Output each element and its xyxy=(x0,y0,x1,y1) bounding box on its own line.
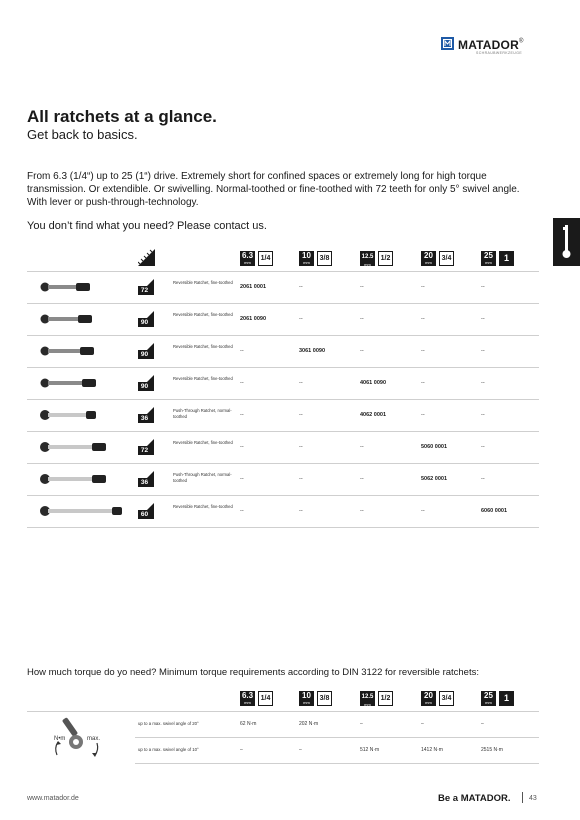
torque-value: – xyxy=(421,721,424,727)
torque-value: 202 N·m xyxy=(299,721,319,727)
article-number: -- xyxy=(421,508,425,514)
article-number: -- xyxy=(360,284,364,290)
article-number: -- xyxy=(481,444,485,450)
article-number: 2061 0001 xyxy=(240,284,266,290)
article-number: -- xyxy=(240,348,244,354)
teeth-count-badge: 90 xyxy=(138,375,154,391)
ratchet-description: Reversible Ratchet, fine-toothed xyxy=(173,504,233,509)
article-number: -- xyxy=(421,380,425,386)
drive-size-mm: 10 mm xyxy=(299,251,314,266)
ratchet-tool-icon xyxy=(39,408,129,422)
drive-size-inch: 1 xyxy=(499,251,514,266)
drive-size-inch: 3/8 xyxy=(317,691,332,706)
ratchet-description: Push-Through Ratchet, normal-toothed xyxy=(173,408,232,419)
ratchet-tool-icon xyxy=(39,344,129,358)
drive-size-mm: 20 mm xyxy=(421,691,436,706)
ratchet-description: Push-Through Ratchet, normal-toothed xyxy=(173,472,232,483)
article-number: -- xyxy=(240,476,244,482)
teeth-count-badge: 60 xyxy=(138,503,154,519)
intro-paragraph: From 6.3 (1/4“) up to 25 (1“) drive. Extremely short for confined spaces or extremely long for high torque transmission. Or extendible. Or swivelling. Normal-toothed or fine-toothed with 72 teeth for only 5° swivel angle. With lever or push-through-technology. xyxy=(27,171,520,208)
article-number: -- xyxy=(481,316,485,322)
article-number: -- xyxy=(240,508,244,514)
drive-size-mm: 25 mm xyxy=(481,691,496,706)
article-number: -- xyxy=(481,412,485,418)
article-number: -- xyxy=(240,412,244,418)
article-number: 5060 0001 xyxy=(421,444,447,450)
drive-size-1 xyxy=(299,251,332,266)
torque-min-label: N•m xyxy=(54,736,66,742)
teeth-count-badge: 72 xyxy=(138,439,154,455)
ratchet-tool-icon xyxy=(39,312,129,326)
table-row xyxy=(27,431,539,464)
article-number: 5062 0001 xyxy=(421,476,447,482)
ratchet-tool-icon xyxy=(39,280,129,294)
drive-size-mm: 6.3 mm xyxy=(241,251,254,265)
torque-value: – xyxy=(299,747,302,753)
article-number: -- xyxy=(299,284,303,290)
drive-size-0 xyxy=(240,251,273,266)
drive-size-mm: 12.5 mm xyxy=(360,691,375,706)
ratchet-description: Reversible Ratchet, fine-toothed xyxy=(173,312,233,317)
article-number: -- xyxy=(421,412,425,418)
torque-question: How much torque do yo need? Minimum torque requirements according to DIN 3122 for reversible ratchets: xyxy=(27,667,479,678)
table-row xyxy=(27,399,539,432)
drive-size-mm: 6.3 mm xyxy=(241,691,254,705)
torque-max-label: max. xyxy=(87,736,101,742)
article-number: -- xyxy=(421,316,425,322)
drive-size-1 xyxy=(299,691,332,706)
page-number: 43 xyxy=(529,795,537,802)
drive-size-inch: 3/4 xyxy=(439,251,454,266)
drive-size-mm: 10 mm xyxy=(299,691,314,706)
brand-name: MATADOR xyxy=(458,38,519,52)
registered-mark: ® xyxy=(518,38,524,45)
article-number: -- xyxy=(299,316,303,322)
ratchet-tool-icon xyxy=(39,440,129,454)
drive-size-inch: 1 xyxy=(499,691,514,706)
drive-size-0 xyxy=(240,691,273,706)
table-header-row xyxy=(27,244,539,272)
gear-teeth-icon xyxy=(138,249,155,266)
torque-value: 62 N·m xyxy=(240,721,257,727)
article-number: 3061 0090 xyxy=(299,348,325,354)
torque-value: – xyxy=(481,721,484,727)
article-number: -- xyxy=(421,348,425,354)
article-number: -- xyxy=(360,316,364,322)
matador-emblem-icon xyxy=(441,37,454,50)
drive-size-inch: 3/4 xyxy=(439,691,454,706)
article-number: 4061 0090 xyxy=(360,380,386,386)
teeth-count-badge: 72 xyxy=(138,279,154,295)
drive-size-mm: 20 mm xyxy=(421,251,436,266)
drive-size-inch: 1/4 xyxy=(258,251,273,266)
article-number: -- xyxy=(299,412,303,418)
drive-size-inch: 1/2 xyxy=(378,691,393,706)
article-number: -- xyxy=(360,444,364,450)
table-row xyxy=(27,495,539,528)
swivel-angle-label: up to a max. swivel angle of 20° xyxy=(138,721,199,726)
article-number: -- xyxy=(360,508,364,514)
torque-diagram-icon xyxy=(49,715,109,761)
article-number: -- xyxy=(481,380,485,386)
drive-size-inch: 3/8 xyxy=(317,251,332,266)
table-row xyxy=(27,303,539,336)
drive-size-mm: 12.5 mm xyxy=(360,251,375,266)
drive-size-4 xyxy=(481,251,514,266)
ratchet-description: Reversible Ratchet, fine-toothed xyxy=(173,440,233,445)
torque-value: 512 N·m xyxy=(360,747,380,753)
drive-size-4 xyxy=(481,691,514,706)
ratchet-chapter-icon xyxy=(553,218,580,266)
article-number: 2061 0090 xyxy=(240,316,266,322)
brand-tagline: SCHRAUBWERKZEUGE xyxy=(476,51,523,55)
teeth-count-badge: 36 xyxy=(138,471,154,487)
article-number: -- xyxy=(481,348,485,354)
chapter-tab xyxy=(553,218,580,266)
torque-value: 2515 N·m xyxy=(481,747,503,753)
drive-size-mm: 25 mm xyxy=(481,251,496,266)
swivel-angle-label: up to a max. swivel angle of 10° xyxy=(138,747,199,752)
page-title: All ratchets at a glance. xyxy=(27,107,217,126)
article-number: -- xyxy=(360,476,364,482)
footer-url[interactable]: www.matador.de xyxy=(27,795,79,802)
torque-row xyxy=(135,711,539,738)
article-number: -- xyxy=(299,508,303,514)
footer-slogan: Be a MATADOR. xyxy=(438,793,511,804)
ratchet-tool-icon xyxy=(39,504,129,518)
footer-divider xyxy=(522,792,523,803)
drive-size-inch: 1/2 xyxy=(378,251,393,266)
torque-value: – xyxy=(240,747,243,753)
teeth-count-badge: 90 xyxy=(138,343,154,359)
table-row xyxy=(27,335,539,368)
article-number: 6060 0001 xyxy=(481,508,507,514)
drive-size-inch: 1/4 xyxy=(258,691,273,706)
drive-size-3 xyxy=(421,251,454,266)
teeth-count-badge: 90 xyxy=(138,311,154,327)
article-number: -- xyxy=(240,380,244,386)
article-number: -- xyxy=(421,284,425,290)
torque-header-row xyxy=(27,684,539,712)
torque-row xyxy=(135,737,539,764)
ratchet-tool-icon xyxy=(39,376,129,390)
article-number: -- xyxy=(240,444,244,450)
article-number: -- xyxy=(299,380,303,386)
contact-note: You don’t find what you need? Please contact us. xyxy=(27,220,267,232)
table-row xyxy=(27,367,539,400)
ratchet-description: Reversible Ratchet, fine-toothed xyxy=(173,280,233,285)
drive-size-2 xyxy=(360,251,393,266)
table-row xyxy=(27,463,539,496)
article-number: -- xyxy=(481,476,485,482)
drive-size-3 xyxy=(421,691,454,706)
article-number: -- xyxy=(299,444,303,450)
article-number: -- xyxy=(481,284,485,290)
ratchet-description: Reversible Ratchet, fine-toothed xyxy=(173,376,233,381)
page-subtitle: Get back to basics. xyxy=(27,127,138,142)
teeth-count-badge: 36 xyxy=(138,407,154,423)
drive-size-2 xyxy=(360,691,393,706)
article-number: 4062 0001 xyxy=(360,412,386,418)
ratchet-description: Reversible Ratchet, fine-toothed xyxy=(173,344,233,349)
article-number: -- xyxy=(299,476,303,482)
table-row xyxy=(27,271,539,304)
torque-value: – xyxy=(360,721,363,727)
torque-value: 1412 N·m xyxy=(421,747,443,753)
brand-logo xyxy=(441,36,523,54)
article-number: -- xyxy=(360,348,364,354)
ratchet-tool-icon xyxy=(39,472,129,486)
